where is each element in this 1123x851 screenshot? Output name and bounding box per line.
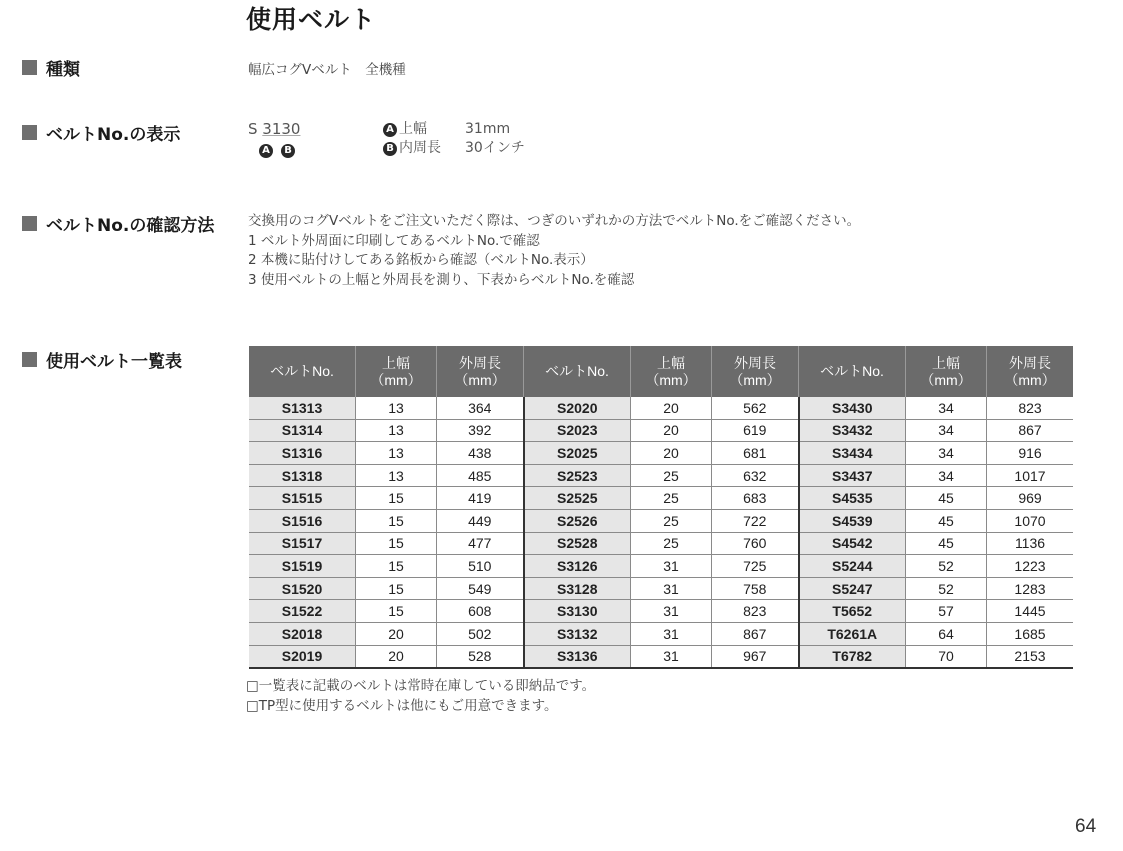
heading-text: ベルトNo.の表示	[46, 125, 181, 145]
cell-width: 13	[356, 397, 437, 419]
table-row	[249, 419, 1073, 442]
col-belt-no: ベルトNo.	[524, 346, 631, 397]
cell-belt-no: S4539	[799, 509, 906, 532]
cell-length: 725	[712, 555, 799, 578]
square-bullet-icon	[22, 60, 37, 75]
cell-width: 45	[906, 509, 987, 532]
cell-belt-no: S4542	[799, 532, 906, 555]
col-length: 外周長 （mm）	[987, 346, 1074, 397]
table-row	[249, 600, 1073, 623]
cell-belt-no: S3434	[799, 442, 906, 465]
cell-length: 969	[987, 487, 1074, 510]
cell-width: 15	[356, 577, 437, 600]
cell-width: 45	[906, 532, 987, 555]
cell-width: 13	[356, 464, 437, 487]
cell-width: 25	[631, 487, 712, 510]
table-row	[249, 442, 1073, 465]
code-part-a: 31	[262, 120, 282, 138]
method-step: 1 ベルト外周面に印刷してあるベルトNo.で確認	[248, 232, 540, 249]
circled-b-icon: B	[383, 142, 397, 156]
belt-list-table	[249, 346, 1073, 669]
circled-a-icon: A	[259, 144, 273, 158]
cell-length: 681	[712, 442, 799, 465]
col-length: 外周長 （mm）	[437, 346, 524, 397]
cell-width: 70	[906, 645, 987, 668]
cell-width: 52	[906, 555, 987, 578]
cell-width: 31	[631, 577, 712, 600]
cell-belt-no: S3132	[524, 622, 631, 645]
table-row	[249, 532, 1073, 555]
table-row	[249, 622, 1073, 645]
note-item: □TP型に使用するベルトは他にもご用意できます。	[246, 698, 558, 714]
cell-width: 20	[356, 645, 437, 668]
cell-length: 1283	[987, 577, 1074, 600]
cell-length: 867	[987, 419, 1074, 442]
cell-belt-no: S1515	[249, 487, 356, 510]
cell-length: 967	[712, 645, 799, 668]
cell-belt-no: S3126	[524, 555, 631, 578]
cell-width: 31	[631, 645, 712, 668]
cell-belt-no: S1516	[249, 509, 356, 532]
col-width: 上幅 （mm）	[356, 346, 437, 397]
cell-belt-no: T6782	[799, 645, 906, 668]
cell-belt-no: S5244	[799, 555, 906, 578]
cell-width: 45	[906, 487, 987, 510]
cell-belt-no: S1517	[249, 532, 356, 555]
method-step: 3 使用ベルトの上幅と外周長を測り、下表からベルトNo.を確認	[248, 271, 635, 288]
code-prefix: S	[248, 120, 263, 138]
section-heading-type	[22, 55, 80, 80]
cell-length: 1017	[987, 464, 1074, 487]
cell-belt-no: S1316	[249, 442, 356, 465]
legend-value: 31mm	[465, 121, 511, 137]
cell-width: 20	[631, 419, 712, 442]
cell-belt-no: S1519	[249, 555, 356, 578]
cell-belt-no: S2525	[524, 487, 631, 510]
cell-length: 2153	[987, 645, 1074, 668]
section-heading-list	[22, 347, 182, 372]
col-belt-no: ベルトNo.	[249, 346, 356, 397]
cell-belt-no: S2523	[524, 464, 631, 487]
table-row	[249, 487, 1073, 510]
cell-length: 1685	[987, 622, 1074, 645]
cell-width: 20	[631, 442, 712, 465]
cell-belt-no: S2019	[249, 645, 356, 668]
cell-belt-no: S3128	[524, 577, 631, 600]
legend-label: 上幅	[399, 121, 427, 137]
cell-belt-no: S1313	[249, 397, 356, 419]
cell-belt-no: S3432	[799, 419, 906, 442]
belt-code-example	[248, 120, 300, 138]
cell-belt-no: S3130	[524, 600, 631, 623]
cell-width: 25	[631, 509, 712, 532]
cell-length: 1070	[987, 509, 1074, 532]
cell-width: 13	[356, 442, 437, 465]
table-header-row	[249, 346, 1073, 397]
cell-length: 510	[437, 555, 524, 578]
cell-belt-no: S2023	[524, 419, 631, 442]
cell-length: 549	[437, 577, 524, 600]
cell-length: 364	[437, 397, 524, 419]
cell-length: 916	[987, 442, 1074, 465]
cell-width: 15	[356, 487, 437, 510]
cell-width: 31	[631, 622, 712, 645]
section-heading-method	[22, 211, 214, 236]
legend-label: 内周長	[399, 140, 441, 156]
cell-belt-no: T6261A	[799, 622, 906, 645]
cell-length: 1223	[987, 555, 1074, 578]
legend-value: 30インチ	[465, 140, 525, 156]
cell-length: 760	[712, 532, 799, 555]
square-bullet-icon	[22, 125, 37, 140]
page-number: 64	[1075, 816, 1097, 837]
cell-width: 52	[906, 577, 987, 600]
cell-width: 34	[906, 419, 987, 442]
cell-length: 528	[437, 645, 524, 668]
method-step: 2 本機に貼付けしてある銘板から確認（ベルトNo.表示）	[248, 252, 594, 268]
note-item: □一覧表に記載のベルトは常時在庫している即納品です。	[246, 678, 596, 694]
cell-belt-no: S1318	[249, 464, 356, 487]
page-title: 使用ベルト	[246, 5, 377, 34]
cell-length: 477	[437, 532, 524, 555]
cell-width: 15	[356, 532, 437, 555]
cell-length: 823	[987, 397, 1074, 419]
cell-length: 722	[712, 509, 799, 532]
code-part-b: 30	[281, 120, 301, 138]
cell-length: 438	[437, 442, 524, 465]
cell-width: 25	[631, 532, 712, 555]
cell-width: 13	[356, 419, 437, 442]
legend-row-b	[383, 139, 525, 158]
cell-width: 31	[631, 600, 712, 623]
cell-length: 619	[712, 419, 799, 442]
square-bullet-icon	[22, 216, 37, 231]
cell-belt-no: S2020	[524, 397, 631, 419]
table-row	[249, 577, 1073, 600]
cell-length: 502	[437, 622, 524, 645]
cell-length: 608	[437, 600, 524, 623]
cell-width: 34	[906, 397, 987, 419]
section-heading-display	[22, 120, 180, 145]
method-intro: 交換用のコグVベルトをご注文いただく際は、つぎのいずれかの方法でベルトNo.をご確認ください。	[248, 213, 861, 229]
table-row	[249, 464, 1073, 487]
cell-length: 683	[712, 487, 799, 510]
table-row	[249, 509, 1073, 532]
table-row	[249, 645, 1073, 668]
cell-width: 34	[906, 464, 987, 487]
table-row	[249, 397, 1073, 419]
table-row	[249, 555, 1073, 578]
cell-belt-no: S3437	[799, 464, 906, 487]
cell-width: 15	[356, 509, 437, 532]
cell-belt-no: S1522	[249, 600, 356, 623]
cell-length: 632	[712, 464, 799, 487]
square-bullet-icon	[22, 352, 37, 367]
legend-row-a	[383, 120, 525, 139]
cell-belt-no: S2018	[249, 622, 356, 645]
circled-a-icon: A	[383, 123, 397, 137]
heading-text: 使用ベルト一覧表	[46, 352, 182, 372]
circled-b-icon: B	[281, 144, 295, 158]
cell-width: 57	[906, 600, 987, 623]
col-length: 外周長 （mm）	[712, 346, 799, 397]
cell-belt-no: S1520	[249, 577, 356, 600]
col-width: 上幅 （mm）	[906, 346, 987, 397]
cell-width: 20	[631, 397, 712, 419]
cell-width: 25	[631, 464, 712, 487]
cell-belt-no: S3136	[524, 645, 631, 668]
cell-belt-no: S2528	[524, 532, 631, 555]
cell-belt-no: S2025	[524, 442, 631, 465]
cell-length: 562	[712, 397, 799, 419]
cell-belt-no: S3430	[799, 397, 906, 419]
cell-length: 449	[437, 509, 524, 532]
belt-code-marks	[259, 140, 303, 159]
cell-length: 392	[437, 419, 524, 442]
cell-width: 34	[906, 442, 987, 465]
cell-length: 758	[712, 577, 799, 600]
cell-belt-no: S2526	[524, 509, 631, 532]
belt-code-legend	[383, 120, 525, 158]
cell-belt-no: S4535	[799, 487, 906, 510]
heading-text: ベルトNo.の確認方法	[46, 216, 215, 236]
cell-width: 64	[906, 622, 987, 645]
cell-belt-no: S1314	[249, 419, 356, 442]
cell-length: 1136	[987, 532, 1074, 555]
cell-length: 823	[712, 600, 799, 623]
cell-length: 485	[437, 464, 524, 487]
belt-table-body	[249, 397, 1073, 668]
cell-width: 20	[356, 622, 437, 645]
col-belt-no: ベルトNo.	[799, 346, 906, 397]
cell-width: 15	[356, 555, 437, 578]
cell-belt-no: S5247	[799, 577, 906, 600]
cell-width: 15	[356, 600, 437, 623]
type-description: 幅広コグVベルト 全機種	[248, 62, 406, 78]
cell-width: 31	[631, 555, 712, 578]
method-description	[248, 212, 860, 290]
heading-text: 種類	[46, 60, 80, 80]
cell-length: 419	[437, 487, 524, 510]
cell-length: 867	[712, 622, 799, 645]
notes	[246, 676, 595, 716]
cell-length: 1445	[987, 600, 1074, 623]
col-width: 上幅 （mm）	[631, 346, 712, 397]
cell-belt-no: T5652	[799, 600, 906, 623]
